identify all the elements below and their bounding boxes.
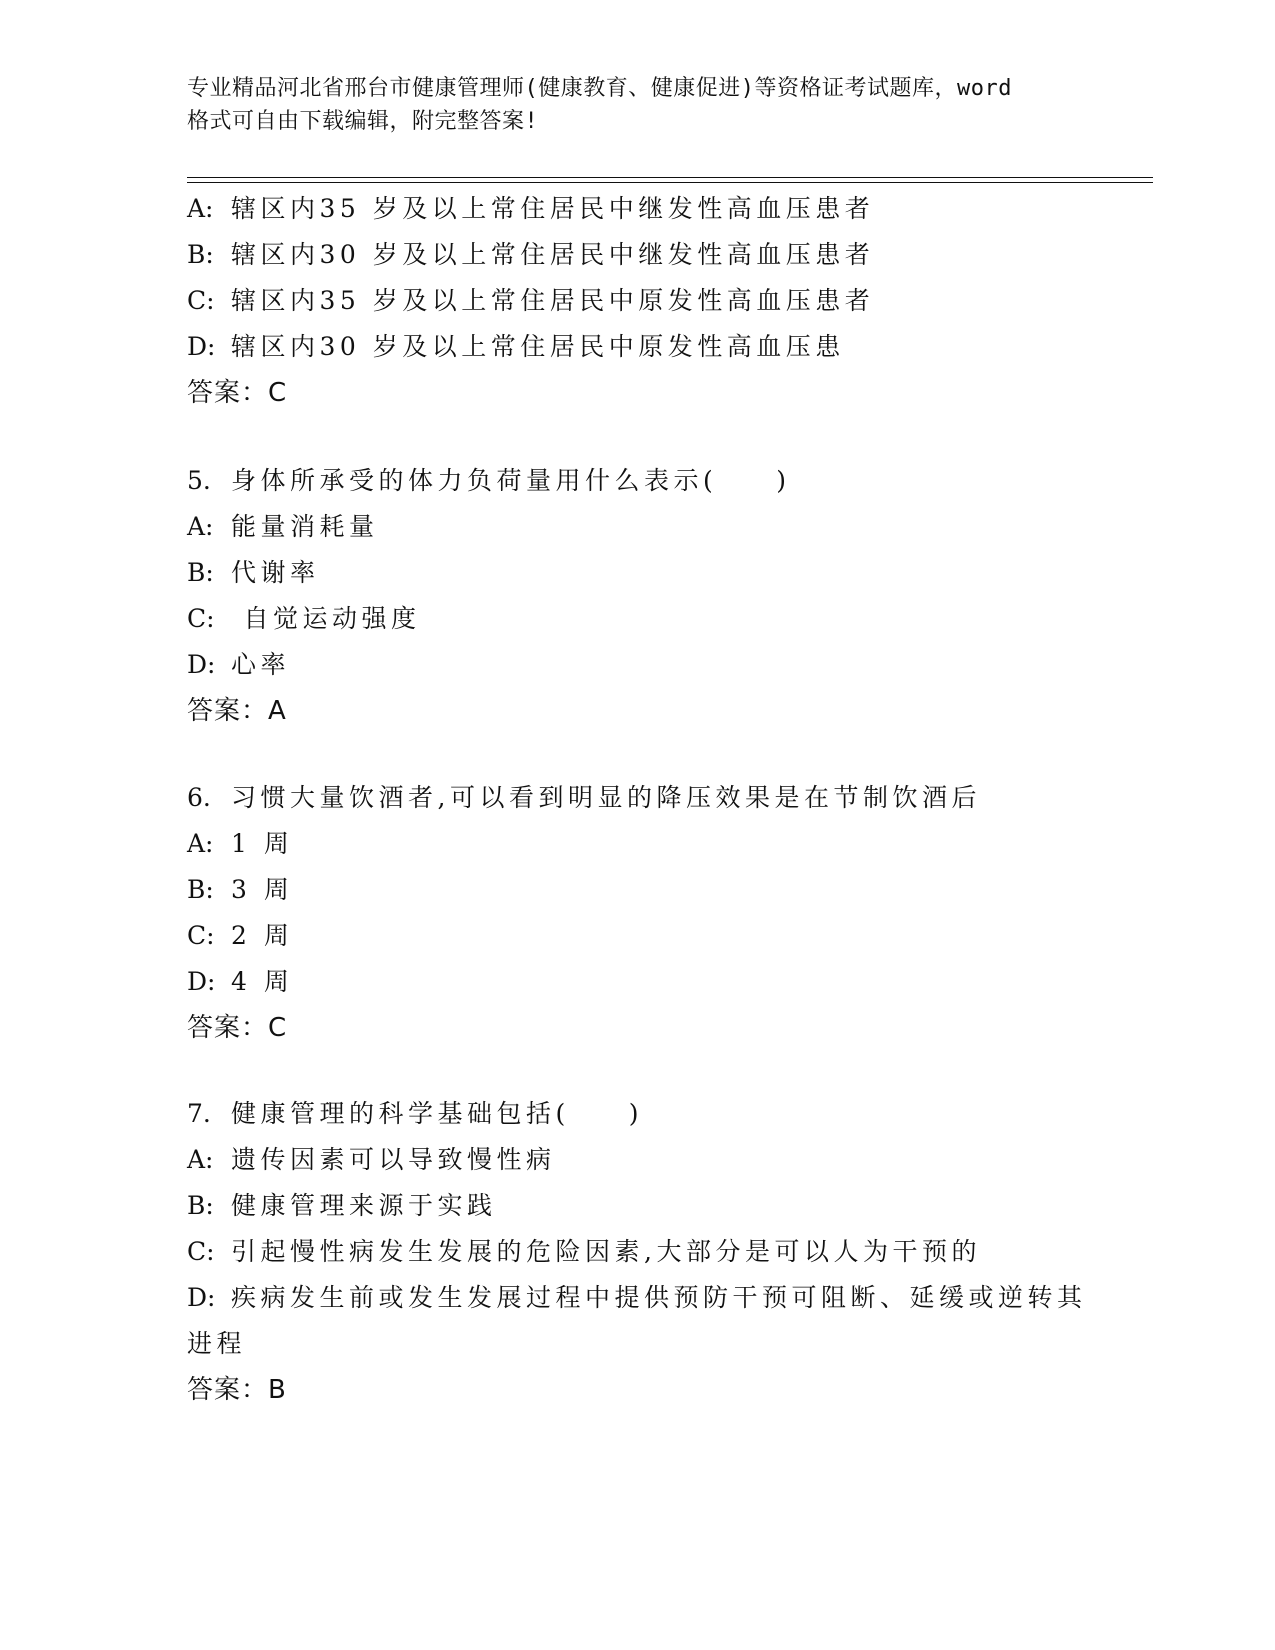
option-text: 心率	[231, 650, 291, 679]
option-a	[187, 504, 1087, 550]
header-divider-bottom	[187, 182, 1153, 183]
option-b	[187, 550, 1087, 596]
option-label: C:	[187, 921, 215, 950]
option-text: 自觉运动强度	[231, 604, 421, 633]
option-label: D:	[187, 650, 216, 679]
question-6	[187, 775, 1087, 1051]
option-label: D:	[187, 967, 216, 996]
question-stem	[187, 458, 1087, 504]
option-label: C:	[187, 286, 215, 315]
option-label: C:	[187, 604, 215, 633]
option-d	[187, 642, 1087, 688]
option-label: A:	[187, 1145, 214, 1174]
option-c	[187, 278, 1087, 324]
option-d	[187, 324, 1087, 370]
option-d	[187, 959, 1087, 1005]
option-text: 4 周	[231, 967, 294, 996]
header-divider-top	[187, 177, 1153, 178]
option-d	[187, 1275, 1087, 1321]
option-label: D:	[187, 332, 216, 361]
option-text: 健康管理来源于实践	[231, 1191, 497, 1220]
option-text: 引起慢性病发生发展的危险因素,大部分是可以人为干预的	[231, 1237, 981, 1266]
header-line-1: 专业精品河北省邢台市健康管理师(健康教育、健康促进)等资格证考试题库，word	[187, 76, 1012, 101]
option-a	[187, 186, 1087, 232]
answer: 答案：C	[187, 378, 288, 408]
option-label: A:	[187, 194, 214, 223]
option-a	[187, 1137, 1087, 1183]
option-b	[187, 1183, 1087, 1229]
option-c	[187, 1229, 1087, 1275]
option-label: A:	[187, 512, 214, 541]
option-b	[187, 232, 1087, 278]
question-5	[187, 458, 1087, 734]
option-label: A:	[187, 829, 214, 858]
option-text: 辖区内30 岁及以上常住居民中原发性高血压患	[231, 332, 845, 361]
option-label: C:	[187, 1237, 215, 1266]
option-label: B:	[187, 240, 214, 269]
question-number: 7.	[187, 1099, 211, 1128]
option-text: 能量消耗量	[231, 512, 379, 541]
answer: 答案：B	[187, 1375, 287, 1405]
option-text: 辖区内35 岁及以上常住居民中原发性高血压患者	[231, 286, 875, 315]
option-label: B:	[187, 1191, 214, 1220]
question-stem	[187, 775, 1087, 821]
question-number: 6.	[187, 783, 211, 812]
question-stem	[187, 1091, 1087, 1137]
option-c	[187, 913, 1087, 959]
answer: 答案：A	[187, 696, 287, 726]
option-text: 代谢率	[231, 558, 320, 587]
option-text: 1 周	[231, 829, 294, 858]
option-text: 疾病发生前或发生发展过程中提供预防干预可阻断、延缓或逆转其	[231, 1283, 1087, 1312]
option-a	[187, 821, 1087, 867]
option-label: B:	[187, 558, 214, 587]
question-number: 5.	[187, 466, 211, 495]
option-d-continuation: 进程	[187, 1329, 247, 1358]
document-header	[187, 72, 1087, 138]
option-text: 遗传因素可以导致慢性病	[231, 1145, 556, 1174]
option-label: D:	[187, 1283, 216, 1312]
option-label: B:	[187, 875, 214, 904]
header-line-2: 格式可自由下载编辑，附完整答案!	[187, 109, 539, 134]
answer: 答案：C	[187, 1013, 288, 1043]
question-text: 健康管理的科学基础包括( )	[231, 1099, 644, 1128]
question-text: 身体所承受的体力负荷量用什么表示( )	[231, 466, 791, 495]
option-text: 辖区内35 岁及以上常住居民中继发性高血压患者	[231, 194, 875, 223]
question-4-continued	[187, 186, 1087, 416]
option-b	[187, 867, 1087, 913]
question-text: 习惯大量饮酒者,可以看到明显的降压效果是在节制饮酒后	[231, 783, 981, 812]
option-text: 2 周	[231, 921, 294, 950]
option-text: 辖区内30 岁及以上常住居民中继发性高血压患者	[231, 240, 875, 269]
option-text: 3 周	[231, 875, 294, 904]
option-c	[187, 596, 1087, 642]
question-7	[187, 1091, 1087, 1413]
